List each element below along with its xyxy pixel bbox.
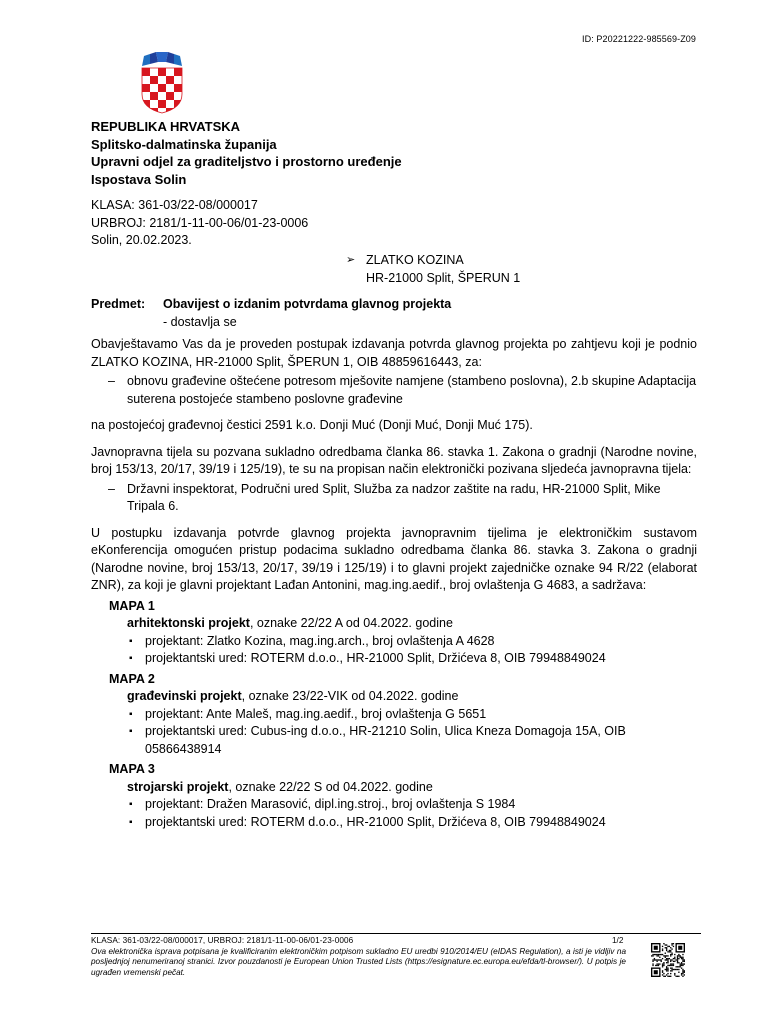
bullet-icon: ▪	[129, 653, 133, 664]
mapa-section	[91, 598, 697, 668]
croatian-coat-of-arms-icon	[140, 52, 184, 114]
list-item	[91, 796, 697, 814]
qr-code-icon	[651, 943, 685, 977]
list-item-text: projektantski ured: Cubus-ing d.o.o., HR-21210 Solin, Ulica Kneza Domagoja 15A, OIB 05866438914	[145, 724, 626, 756]
document-meta	[91, 197, 308, 250]
list-item-text: Državni inspektorat, Područni ured Split, Služba za nadzor zaštite na radu, HR-21000 Split, Mike Tripala 6.	[127, 481, 661, 513]
header-branch: Ispostava Solin	[91, 171, 187, 187]
header-department: Upravni odjel za graditeljstvo i prostorno uređenje	[91, 154, 402, 169]
dash-icon: –	[108, 374, 115, 388]
mapa-title: MAPA 3	[109, 762, 155, 776]
footer	[91, 936, 626, 978]
list-item-text: obnovu građevine oštećene potresom mješovite namjene (stambeno poslovna), 2.b skupine Adaptacija suterena postojeće stambeno poslovne građevine	[127, 374, 697, 406]
bullet-icon: ▪	[129, 708, 133, 720]
list-item	[91, 706, 697, 724]
bullet-icon: ▪	[129, 816, 133, 828]
header-county: Splitsko-dalmatinska županija	[91, 136, 277, 152]
project-type: arhitektonski projekt	[127, 616, 250, 630]
arrow-icon: ➢	[346, 254, 356, 266]
footer-klasa: KLASA: 361-03/22-08/000017, URBROJ: 2181/1-11-00-06/01-23-0006	[91, 936, 354, 945]
list-item	[91, 650, 697, 668]
subject-block	[91, 295, 691, 331]
project-type: građevinski projekt	[127, 689, 242, 703]
footer-divider	[91, 933, 701, 934]
list-item-text: projektant: Ante Maleš, mag.ing.aedif., broj ovlaštenja G 5651	[145, 706, 487, 721]
paragraph-econference: U postupku izdavanja potvrde glavnog projekta javnopravnim tijelima je elektroničkim sustavom eKonferencija omogućen pristup podacima sukladno odredbama članka 86. stavka 3. Zakona o gradnji (Narodne novine, broj 153/13, 20/17, 39/19 i 125/19) i to glavni projekt zajedničke oznake 94 R/22 (elaborat ZNR), za koji je glavni projektant Lađan Antonini, mag.ing.aedif., broj ovlaštenja G 4683, a sadržava:	[91, 525, 697, 592]
list-item-text: projektantski ured: ROTERM d.o.o., HR-21000 Split, Držićeva 8, OIB 79948849024	[145, 651, 606, 665]
subject-note: - dostavlja se	[163, 315, 237, 329]
mapa-title: MAPA 1	[109, 598, 155, 613]
paragraph-parcel: na postojećoj građevnoj čestici 2591 k.o. Donji Muć (Donji Muć, Donji Muć 175).	[91, 418, 533, 432]
paragraph-intro: Obavještavamo Vas da je proveden postupak izdavanja potvrda glavnog projekta po zahtjevu koji je podnio ZLATKO KOZINA, HR-21000 Split, ŠPERUN 1, OIB 48859616443, za:	[91, 337, 697, 369]
list-item-text: projektantski ured: ROTERM d.o.o., HR-21000 Split, Držićeva 8, OIB 79948849024	[145, 814, 606, 829]
list-item-text: projektant: Dražen Marasović, dipl.ing.stroj., broj ovlaštenja S 1984	[145, 797, 516, 811]
list-item	[91, 723, 697, 758]
bullet-icon: ▪	[129, 799, 133, 810]
project-type: strojarski projekt	[127, 779, 229, 794]
bullet-icon: ▪	[129, 635, 133, 647]
place-date: Solin, 20.02.2023.	[91, 233, 192, 247]
mapa-title: MAPA 2	[109, 671, 155, 686]
document-id: ID: P20221222-985569-Z09	[582, 34, 696, 44]
recipient-address: HR-21000 Split, ŠPERUN 1	[366, 270, 521, 285]
crown	[142, 52, 182, 66]
list-item	[91, 373, 697, 408]
list-item	[91, 481, 697, 516]
list-item-text: projektant: Zlatko Kozina, mag.ing.arch., broj ovlaštenja A 4628	[145, 633, 495, 648]
mapa-section	[91, 761, 697, 831]
bullet-icon: ▪	[129, 726, 133, 737]
subject-title: Obavijest o izdanim potvrdama glavnog projekta	[163, 297, 452, 311]
project-details: , oznake 22/22 A od 04.2022. godine	[249, 616, 453, 630]
project-details: , oznake 23/22-VIK od 04.2022. godine	[241, 689, 459, 703]
mapa-project	[127, 615, 697, 633]
recipient-name: ZLATKO KOZINA	[366, 253, 464, 267]
subject-label: Predmet:	[91, 297, 146, 311]
mapa-project	[127, 779, 697, 797]
klasa: KLASA: 361-03/22-08/000017	[91, 198, 258, 212]
page-number: 1/2	[612, 936, 624, 945]
urbroj: URBROJ: 2181/1-11-00-06/01-23-0006	[91, 215, 309, 230]
header-country: REPUBLIKA HRVATSKA	[91, 119, 241, 134]
list-item	[91, 633, 697, 651]
dash-icon: –	[108, 481, 115, 496]
recipient-block	[346, 252, 520, 287]
document-body	[91, 336, 697, 831]
list-item	[91, 814, 697, 832]
mapa-project	[127, 688, 697, 706]
issuer-header	[91, 118, 402, 188]
mapa-section	[91, 671, 697, 759]
signature-note: Ova elektronička isprava potpisana je kvalificiranim elektroničkim potpisom sukladno EU uredbi 910/2014/EU (eIDAS Regulation), a isti je vidljiv na posljednjoj nenumeriranoj stranici. Izvor pouzdanosti je European Union Trusted Lists (https://esignature.ec.europa.eu/efda/tl-browser/). U potpis je ugrađen vremenski pečat.	[91, 946, 626, 977]
paragraph-bodies: Javnopravna tijela su pozvana sukladno odredbama članka 86. stavka 1. Zakona o gradnji (Narodne novine, broj 153/13, 20/17, 39/19 i 125/19), te su na propisan način elektronički pozivana sljedeća javnopravna tijela:	[91, 444, 697, 476]
project-details: , oznake 22/22 S od 04.2022. godine	[228, 779, 433, 794]
checkered-shield	[142, 68, 182, 114]
